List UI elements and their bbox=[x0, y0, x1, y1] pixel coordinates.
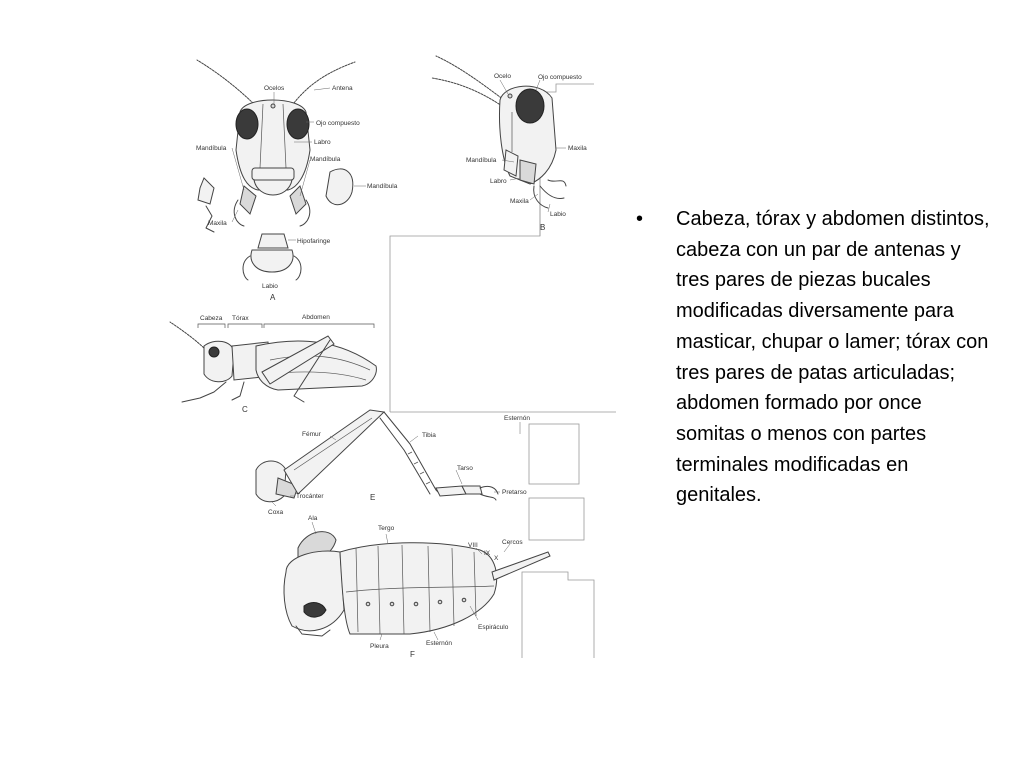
label-c-torax: Tórax bbox=[232, 315, 249, 322]
bullet-text: Cabeza, tórax y abdomen distintos, cabeza con un par de antenas y tres pares de piezas bucales modificadas diversamente para masticar, chupar o lamer; tórax con tres pares de patas articuladas; abdomen formado por once somitas o menos con partes terminales modificadas en genitales. bbox=[676, 208, 990, 507]
label-e-trocanter: Trocánter bbox=[296, 493, 324, 500]
label-a-ocelos: Ocelos bbox=[264, 85, 285, 92]
label-a-labro: Labro bbox=[314, 139, 331, 146]
panel-a-head-front bbox=[197, 60, 366, 280]
label-a-letter: A bbox=[270, 293, 276, 302]
label-a-mandibula-left: Mandíbula bbox=[196, 145, 227, 152]
label-a-antena: Antena bbox=[332, 85, 353, 92]
panel-c-grasshopper bbox=[170, 322, 376, 402]
label-f-tergo: Tergo bbox=[378, 525, 395, 532]
bullet-marker: • bbox=[636, 208, 644, 230]
panel-e-leg bbox=[256, 410, 520, 506]
label-a-labio: Labio bbox=[262, 283, 278, 290]
label-f-cercos: Cercos bbox=[502, 539, 523, 546]
label-b-ojo-compuesto: Ojo compuesto bbox=[538, 74, 582, 81]
label-f-espiraculo: Espiráculo bbox=[478, 624, 509, 631]
label-a-maxila: Maxila bbox=[208, 220, 227, 227]
label-c-letter: C bbox=[242, 405, 248, 414]
label-a-mandibula-right: Mandíbula bbox=[367, 183, 398, 190]
label-a-ojo-compuesto: Ojo compuesto bbox=[316, 120, 360, 127]
label-b-maxila-lower: Maxila bbox=[510, 198, 529, 205]
label-e-pretarso: Pretarso bbox=[502, 489, 527, 496]
label-c-cabeza: Cabeza bbox=[200, 315, 223, 322]
bullet-list-item bbox=[636, 204, 996, 511]
label-e-esternon: Esternón bbox=[504, 415, 531, 422]
label-a-mandibula-mid: Mandíbula bbox=[310, 156, 341, 163]
label-c-abdomen: Abdomen bbox=[302, 314, 330, 321]
label-f-esternon: Esternón bbox=[426, 640, 453, 647]
label-f-pleura: Pleura bbox=[370, 643, 389, 650]
label-e-coxa: Coxa bbox=[268, 509, 284, 516]
label-b-mandibula: Mandíbula bbox=[466, 157, 497, 164]
label-e-letter: E bbox=[370, 493, 376, 502]
label-e-tibia: Tibia bbox=[422, 432, 436, 439]
label-b-ocelo: Ocelo bbox=[494, 73, 511, 80]
label-f-viii: VIII bbox=[468, 542, 478, 549]
label-f-ix: IX bbox=[484, 550, 491, 557]
label-b-labro: Labro bbox=[490, 178, 507, 185]
label-b-maxila: Maxila bbox=[568, 145, 587, 152]
label-b-labio: Labio bbox=[550, 211, 566, 218]
label-b-letter: B bbox=[540, 223, 546, 232]
label-f-x: X bbox=[494, 555, 499, 562]
label-a-hipofaringe: Hipofaringe bbox=[297, 238, 331, 245]
label-f-ala: Ala bbox=[308, 515, 318, 522]
label-e-femur: Fémur bbox=[302, 431, 321, 438]
label-e-tarso: Tarso bbox=[457, 465, 473, 472]
label-f-letter: F bbox=[410, 650, 415, 659]
